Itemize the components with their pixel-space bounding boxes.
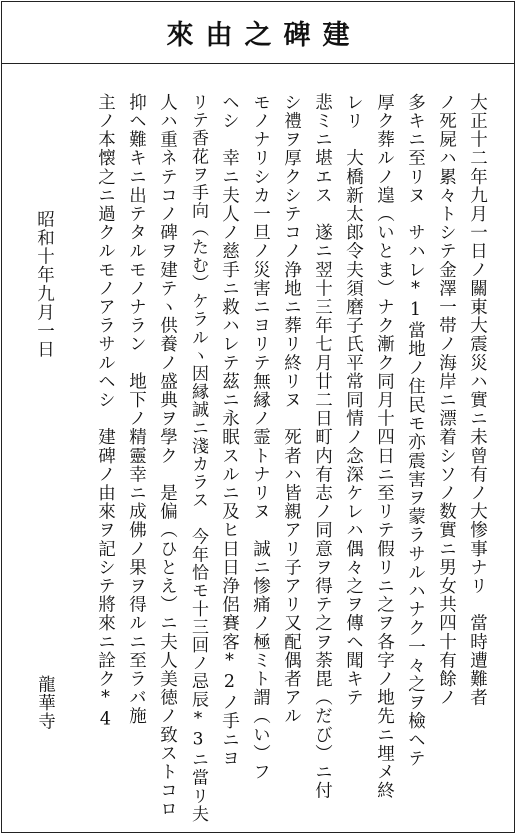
body-line-9: ヘシ 幸ニ夫人ノ慈手ニ救ハレテ茲ニ永眠スルニ及ヒ日日浄侶賽客*2ノ手ニヨ	[219, 93, 240, 768]
date-line: 昭和十年九月一日	[34, 210, 55, 359]
body-line-10: リテ香花ヲ手向（たむ）ケラルヽ因縁誠ニ淺カラス 今年恰モ十三回ノ忌辰*3ニ當リ夫	[188, 93, 208, 823]
body-line-3: 多キニ至リヌ サハレ*1當地ノ住民モ亦震害ヲ蒙ラサルハナク一々之ヲ檢ヘテ	[405, 93, 426, 768]
body-line-6: 悲ミニ堪エス 遂ニ翌十三年七月廿二日町内有志ノ同意ヲ得テ之ヲ荼毘（だび）ニ付	[312, 93, 333, 800]
title-box	[2, 2, 514, 64]
body-line-1: 大正十二年九月一日ノ關東大震災ハ實ニ未曾有ノ大惨事ナリ 當時遭難者	[467, 93, 488, 707]
body-line-12: 抑ヘ難キニ出テタルモノナラン 地下ノ精靈幸ニ成佛ノ果ヲ得ルニ至ラバ施	[126, 93, 147, 726]
body-line-4: 厚ク葬ルノ遑（いとま）ナク漸ク同月十四日ニ至リテ假リニ之ヲ各字ノ地先ニ埋メ終	[374, 93, 395, 800]
body-line-2: ノ死屍ハ累々トシテ金澤一帯ノ海岸ニ漂着シソノ数實ニ男女共四十有餘ノ	[436, 93, 457, 707]
body-line-8: モノナリシカ一旦ノ災害ニヨリテ無縁ノ霊トナリヌ 誠ニ惨痛ノ極ミト謂（い）フ	[250, 93, 271, 782]
body-line-5: レリ 大橋新太郎令夫須磨子氏平常同情ノ念深ケレハ偶々之ヲ傳ヘ聞キテ	[343, 93, 364, 707]
page-title: 來由之碑建	[166, 20, 362, 51]
body-line-11: 人ハ重ネテコノ碑ヲ建テヽ供養ノ盛典ヲ學ク 是偏（ひとえ）ニ夫人美徳ノ致ストコロ	[157, 93, 178, 819]
temple-name: 龍華寺	[35, 675, 56, 731]
body-line-13: 主ノ本懐之ニ過クルモノアラサルヘシ 建碑ノ由來ヲ記シテ將來ニ詮ク*4	[95, 93, 116, 731]
body-line-7: シ禮ヲ厚クシテコノ浄地ニ葬リ終リヌ 死者ハ皆親アリ子アリ又配偶者アル	[281, 93, 302, 726]
